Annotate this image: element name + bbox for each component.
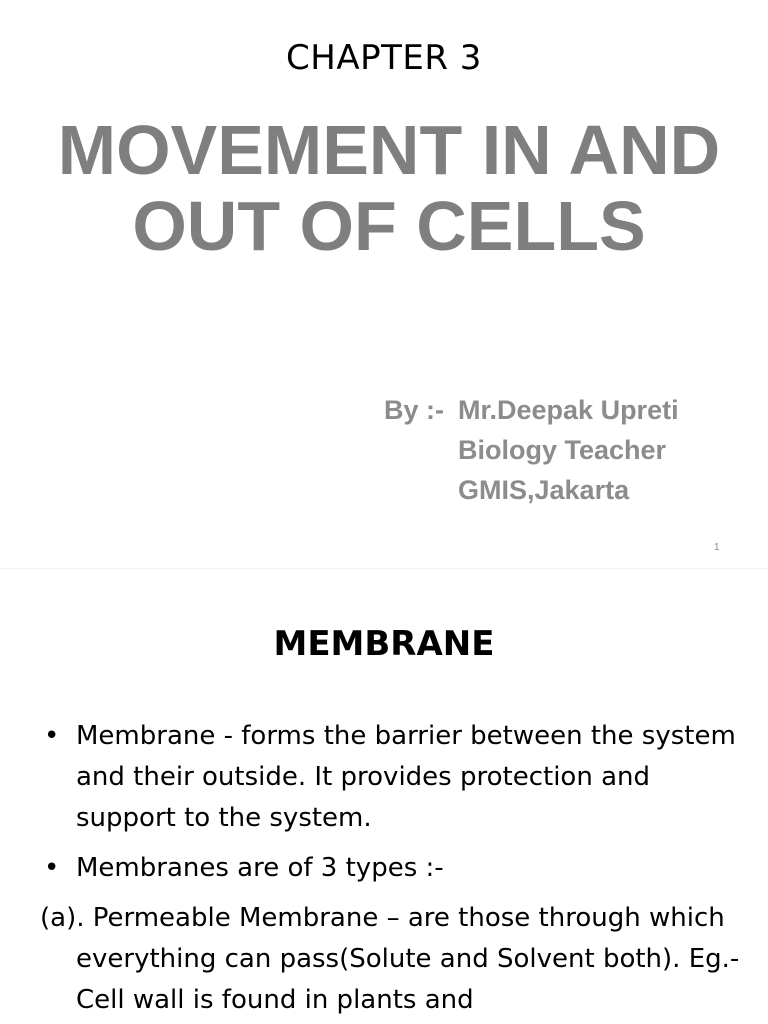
author-role: Biology Teacher <box>458 435 667 465</box>
slide-2 <box>0 572 768 1024</box>
sub-item-label: (a). <box>40 903 93 933</box>
slide-body <box>40 716 740 1021</box>
slide-title-line-2: OUT OF CELLS <box>132 187 646 265</box>
author-name: Mr.Deepak Upreti <box>458 395 679 425</box>
author-school: GMIS,Jakarta <box>458 475 630 505</box>
slide-title-line-1: MOVEMENT IN AND <box>57 111 721 189</box>
chapter-label: CHAPTER 3 <box>286 38 482 78</box>
bullet-item <box>40 848 740 889</box>
bullet-text: Membranes are of 3 types :- <box>76 853 444 883</box>
slide-title <box>0 112 768 264</box>
byline-prefix: By :- <box>384 395 444 425</box>
bullet-icon: • <box>44 721 60 751</box>
slide-heading: MEMBRANE <box>273 624 495 664</box>
bullet-text: Membrane - forms the barrier between the system and their outside. It provides protection and support to the system. <box>76 721 736 833</box>
sub-item-text: Permeable Membrane – are those through which everything can pass(Solute and Solvent both). Eg.- Cell wall is found in plants and <box>76 903 740 1015</box>
bullet-icon: • <box>44 853 60 883</box>
bullet-item <box>40 716 740 839</box>
page-number: 1 <box>714 542 720 553</box>
author-byline <box>384 390 679 510</box>
sub-item-a <box>40 898 740 1021</box>
